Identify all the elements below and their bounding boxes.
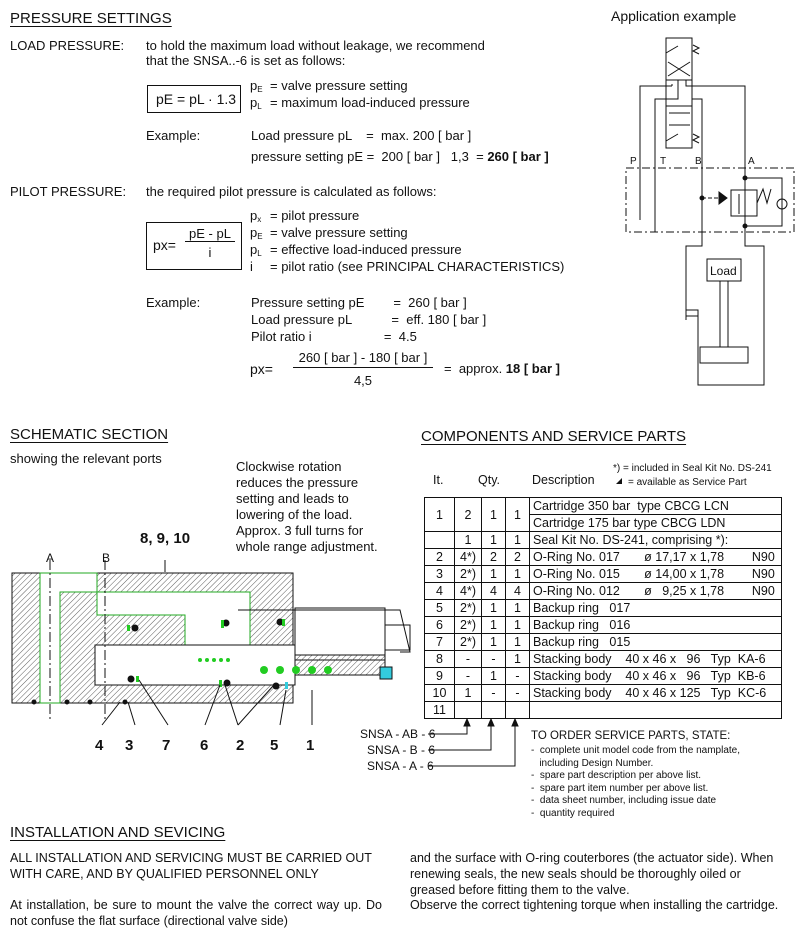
col-header-qty: Qty. [478,473,500,487]
note-line: whole range adjustment. [236,539,378,554]
example-setting-line: pressure setting pE = 200 [ bar ] 1,3 = 260 [ bar ] [251,149,549,164]
pilot-pressure-text: the required pilot pressure is calculated as follows: [146,184,437,199]
cell-q2: 1 [482,634,506,651]
table-row [425,583,782,600]
port-t: T [660,156,667,167]
table-row [425,617,782,634]
section-title-schematic: SCHEMATIC SECTION [10,426,169,443]
example-result: 260 [ bar ] [487,149,549,164]
cell-q1: 2*) [455,634,482,651]
cell-q2: 2 [482,549,506,566]
cell-q1: 2*) [455,566,482,583]
cell-q3: 1 [506,566,530,583]
cell-q3: 1 [506,600,530,617]
cell-desc: Backup ring 016 [530,617,782,634]
note-line: Clockwise rotation [236,459,342,474]
cell-it: 8 [425,651,455,668]
order-item: - quantity required [531,807,615,819]
cell-it: 4 [425,583,455,600]
cell-q3: 1 [506,651,530,668]
cell-q1: - [455,651,482,668]
cell-desc [530,702,782,719]
load-label: Load [710,264,737,278]
load-pressure-text: to hold the maximum load without leakage, we recommend [146,38,485,53]
port-b: B [695,156,702,167]
formula-pilot-numerator: pE - pL [185,226,235,242]
item-label: 7 [162,737,171,754]
cell-desc: O-Ring No. 015 ø 14,00 x 1,78 N90 [530,566,782,583]
formula-load: pE = pL · 1.3 [156,91,237,107]
cell-q1: 1 [455,532,482,549]
schematic-subtitle: showing the relevant ports [10,451,162,466]
definition-item: $p_x$ = pilot pressure [250,208,360,224]
definition-item: $p_L$ = maximum load-induced pressure [250,95,470,111]
example-label: Example: [146,128,201,143]
table-row [425,498,782,515]
formula-pilot-denominator: i [208,245,212,260]
cell-q2: 1 [482,617,506,634]
table-row [425,532,782,549]
example-label-2: Example: [146,295,201,310]
table-row [425,566,782,583]
note-line: Approx. 3 full turns for [236,523,364,538]
legend-service-part: = available as Service Part [628,477,747,488]
definition-item: $p_E$ = valve pressure setting [250,78,408,94]
cell-q3: 1 [506,634,530,651]
item-label: 3 [125,737,134,754]
item-label: 6 [200,737,209,754]
model-snsa-ab-6: SNSA - AB - 6 [360,727,436,741]
order-list [531,745,740,820]
col-header-description: Description [532,473,595,487]
section-title-installation: INSTALLATION AND SEVICING [10,824,226,841]
item-label: 1 [306,737,315,754]
order-item: - complete unit model code from the namplate, [531,745,740,756]
px-denominator: 4,5 [353,373,373,388]
port-p: P [630,156,637,167]
definition-item: $p_E$ = valve pressure setting [250,225,408,241]
cell-desc: Cartridge 350 bar type CBCG LCN [530,498,782,515]
cell-desc: Stacking body 40 x 46 x 96 Typ KA-6 [530,651,782,668]
section-title-pressure-settings: PRESSURE SETTINGS [10,10,172,27]
order-title: TO ORDER SERVICE PARTS, STATE: [531,730,731,742]
application-example-title: Application example [611,8,737,24]
order-item: - data sheet number, including issue date [531,795,717,806]
port-label-a: A [46,551,55,565]
pilot-example-line: Pilot ratio i = 4.5 [251,329,417,344]
cell-it: 11 [425,702,455,719]
port-a: A [748,156,755,167]
cell-q1: - [455,668,482,685]
cell-q3: 1 [506,498,530,532]
px-label: px= [250,361,273,377]
model-snsa-a-6: SNSA - A - 6 [367,759,434,773]
cell-desc: Stacking body 40 x 46 x 96 Typ KB-6 [530,668,782,685]
cell-q3 [506,702,530,719]
installation-paragraph-3: Observe the correct tightening torque when installing the cartridge. [410,898,779,912]
table-row [425,668,782,685]
cell-it: 9 [425,668,455,685]
cell-it: 1 [425,498,455,532]
formula-box-pilot [146,222,242,270]
installation-paragraph-1: At installation, be sure to mount the valve the correct way up. Do not confuse the flat surface (directional valve side) [10,898,382,928]
cell-q2: - [482,651,506,668]
pilot-pressure-label: PILOT PRESSURE: [10,184,127,199]
cell-it: 7 [425,634,455,651]
col-header-it: It. [433,473,444,487]
cell-q3: 2 [506,549,530,566]
cell-q1: 1 [455,685,482,702]
cell-q1: 2 [455,498,482,532]
model-arrows [420,718,530,770]
table-row [425,685,782,702]
installation-warning: ALL INSTALLATION AND SERVICING MUST BE CARRIED OUT WITH CARE, AND BY QUALIFIED PERSONNEL ONLY [10,851,372,881]
note-line: reduces the pressure [236,475,359,490]
port-label-b: B [102,551,111,565]
cell-q3: 4 [506,583,530,600]
cell-q3: 1 [506,617,530,634]
legend-seal-kit: *) = included in Seal Kit No. DS-241 [613,463,772,474]
pilot-example-line: Load pressure pL = eff. 180 [ bar ] [251,312,487,327]
cell-it: 6 [425,617,455,634]
cell-it: 5 [425,600,455,617]
cell-q1: 2*) [455,617,482,634]
cell-desc: Seal Kit No. DS-241, comprising *): [530,532,782,549]
order-item: including Design Number. [531,757,654,769]
cell-it: 10 [425,685,455,702]
cell-q1: 4*) [455,583,482,600]
cell-desc: Backup ring 017 [530,600,782,617]
load-pressure-label: LOAD PRESSURE: [10,38,125,53]
order-item: - spare part item number per above list. [531,782,709,794]
table-row [425,634,782,651]
components-table [424,497,782,719]
formula-box-load [147,85,241,113]
px-result: = approx. 18 [ bar ] [444,361,560,376]
cell-q1 [455,702,482,719]
px-numerator: 260 [ bar ] - 180 [ bar ] [293,350,433,368]
table-row [425,651,782,668]
cell-it: 3 [425,566,455,583]
load-pressure-text-2: that the SNSA..-6 is set as follows: [146,53,346,68]
cell-q2: 1 [482,600,506,617]
cell-q2: 1 [482,532,506,549]
cell-q3: - [506,685,530,702]
definition-item: i = pilot ratio (see PRINCIPAL CHARACTERISTICS) [250,259,565,274]
example-load-line: Load pressure pL = max. 200 [ bar ] [251,128,472,143]
note-line: lowering of the load. [236,507,353,522]
cell-q2 [482,702,506,719]
cell-desc: Cartridge 175 bar type CBCG LDN [530,515,782,532]
cell-it: 2 [425,549,455,566]
formula-pilot-left: px= [153,237,176,253]
section-title-components: COMPONENTS AND SERVICE PARTS [421,428,687,445]
label-8-9-10: 8, 9, 10 [140,530,191,547]
item-label: 5 [270,737,279,754]
cell-q2: 1 [482,566,506,583]
cell-desc: O-Ring No. 017 ø 17,17 x 1,78 N90 [530,549,782,566]
hydraulic-circuit-diagram [600,0,808,400]
installation-paragraph-2: and the surface with O-ring couterbores (the actuator side). When renewing seals, the new seals should be thoroughly oiled or greased before fitting them to the valve. [410,851,774,897]
pilot-example-line: Pressure setting pE = 260 [ bar ] [251,295,467,310]
cell-q2: 1 [482,498,506,532]
order-item: - spare part description per above list. [531,770,702,781]
cell-q2: 1 [482,668,506,685]
definition-item: $p_L$ = effective load-induced pressure [250,242,462,258]
service-part-marker-icon [616,478,622,484]
table-row [425,600,782,617]
cell-desc: Backup ring 015 [530,634,782,651]
cell-q3: 1 [506,532,530,549]
table-row [425,702,782,719]
schematic-section-drawing [0,520,420,760]
cell-q1: 4*) [455,549,482,566]
cell-q2: - [482,685,506,702]
item-label: 4 [95,737,104,754]
note-line: setting and leads to [236,491,349,506]
model-snsa-b-6: SNSA - B - 6 [367,743,436,757]
cell-q1: 2*) [455,600,482,617]
cell-it [425,532,455,549]
cell-q2: 4 [482,583,506,600]
table-row [425,549,782,566]
cell-desc: O-Ring No. 012 ø 9,25 x 1,78 N90 [530,583,782,600]
cell-desc: Stacking body 40 x 46 x 125 Typ KC-6 [530,685,782,702]
cell-q3: - [506,668,530,685]
item-label: 2 [236,737,245,754]
